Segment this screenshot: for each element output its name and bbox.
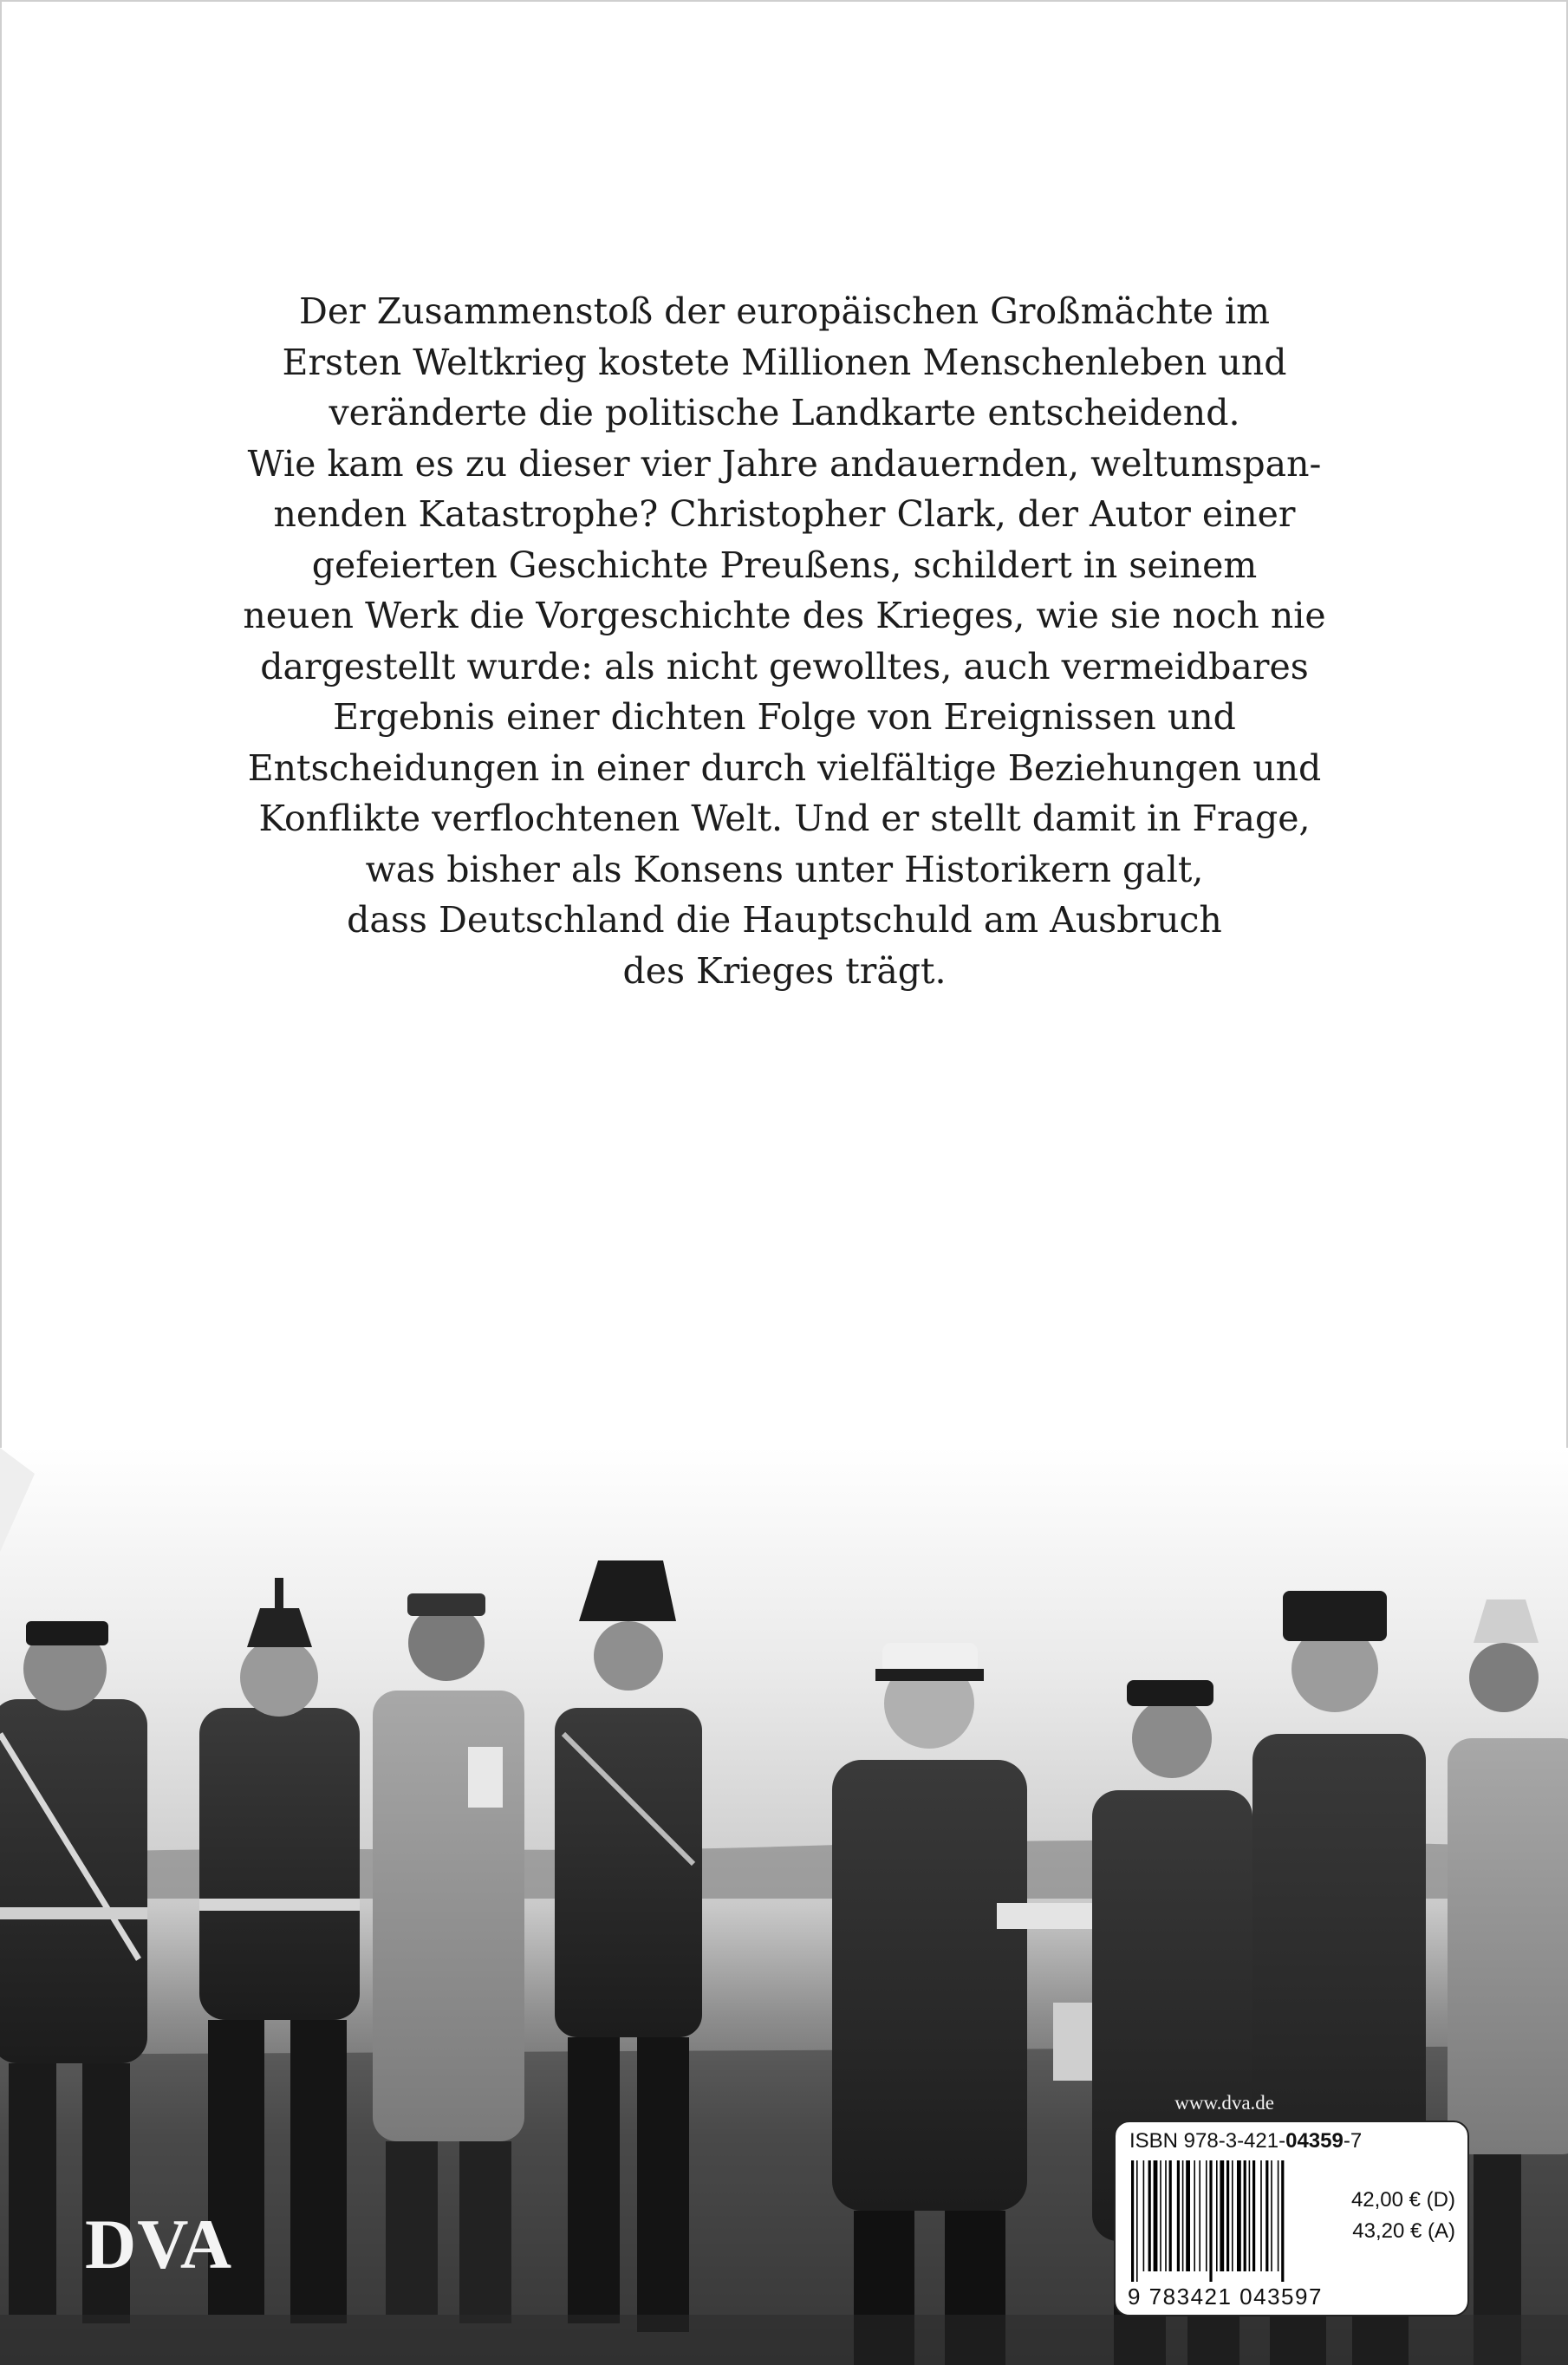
blurb-line: gefeierten Geschichte Preußens, schildert in seinem: [311, 544, 1258, 586]
publisher-logo: DVA: [85, 2205, 233, 2284]
barcode-bar: [1154, 2160, 1158, 2271]
blurb-line: Wie kam es zu dieser vier Jahre andauernden, weltumspan-: [247, 442, 1322, 485]
isbn-suffix: -7: [1343, 2129, 1363, 2153]
barcode-bar: [1260, 2160, 1262, 2271]
barcode-bar: [1281, 2160, 1284, 2282]
barcode-bar: [1199, 2160, 1200, 2271]
barcode-bar: [1165, 2160, 1167, 2271]
blurb-line: dargestellt wurde: als nicht gewolltes, auch vermeidbares: [260, 645, 1309, 687]
back-cover-blurb: [165, 286, 1404, 996]
blurb-line: Der Zusammenstoß der europäischen Großmächte im: [298, 290, 1271, 332]
barcode-digits: 9 783421 043597: [1128, 2284, 1323, 2310]
blurb-line: nenden Katastrophe? Christopher Clark, der Autor einer: [273, 493, 1296, 535]
barcode-bar: [1182, 2160, 1184, 2271]
price-austria: 43,20 € (A): [1352, 2219, 1455, 2243]
price-germany: 42,00 € (D): [1350, 2188, 1455, 2212]
barcode-bar: [1160, 2160, 1161, 2271]
barcode-bar: [1226, 2160, 1229, 2271]
isbn-bold-part: 04359: [1285, 2129, 1344, 2153]
blurb-line: Ergebnis einer dichten Folge von Ereignissen und: [333, 696, 1236, 738]
barcode-bar: [1249, 2160, 1251, 2271]
barcode-bar: [1143, 2160, 1145, 2271]
barcode-bar: [1237, 2160, 1241, 2271]
blurb-line: Entscheidungen in einer durch vielfältige Beziehungen und: [247, 746, 1322, 789]
blurb-line: Ersten Weltkrieg kostete Millionen Menschenleben und: [282, 341, 1287, 383]
isbn-prefix: ISBN 978-3-421-: [1129, 2129, 1286, 2153]
barcode: [1128, 2160, 1344, 2282]
barcode-bar: [1252, 2160, 1255, 2271]
barcode-bar: [1209, 2160, 1212, 2282]
barcode-bar: [1169, 2160, 1172, 2271]
blurb-line: veränderte die politische Landkarte entscheidend.: [329, 392, 1240, 433]
blurb-line: Konflikte verflochtenen Welt. Und er stellt damit in Frage,: [258, 798, 1311, 839]
barcode-bar: [1131, 2160, 1134, 2282]
barcode-bar: [1194, 2160, 1195, 2271]
barcode-bar: [1186, 2160, 1190, 2271]
barcode-bar: [1136, 2160, 1138, 2282]
isbn-text: [1129, 2129, 1362, 2153]
barcode-bar: [1278, 2160, 1279, 2271]
barcode-bar: [1216, 2160, 1218, 2271]
barcode-bar: [1271, 2160, 1272, 2271]
blurb-line: was bisher als Konsens unter Historikern galt,: [365, 848, 1204, 890]
barcode-bar: [1265, 2160, 1268, 2271]
barcode-bar: [1232, 2160, 1233, 2271]
barcode-bar: [1244, 2160, 1246, 2271]
publisher-url: www.dva.de: [1174, 2092, 1274, 2114]
barcode-bar: [1148, 2160, 1151, 2271]
barcode-bar: [1206, 2160, 1207, 2271]
blurb-line: des Krieges trägt.: [622, 949, 947, 992]
blurb-line: neuen Werk die Vorgeschichte des Krieges, wie sie noch nie: [243, 595, 1326, 636]
isbn-price-box: [1114, 2121, 1469, 2316]
barcode-bar: [1220, 2160, 1224, 2271]
blurb-line: dass Deutschland die Hauptschuld am Ausbruch: [347, 899, 1222, 941]
barcode-bar: [1177, 2160, 1180, 2271]
